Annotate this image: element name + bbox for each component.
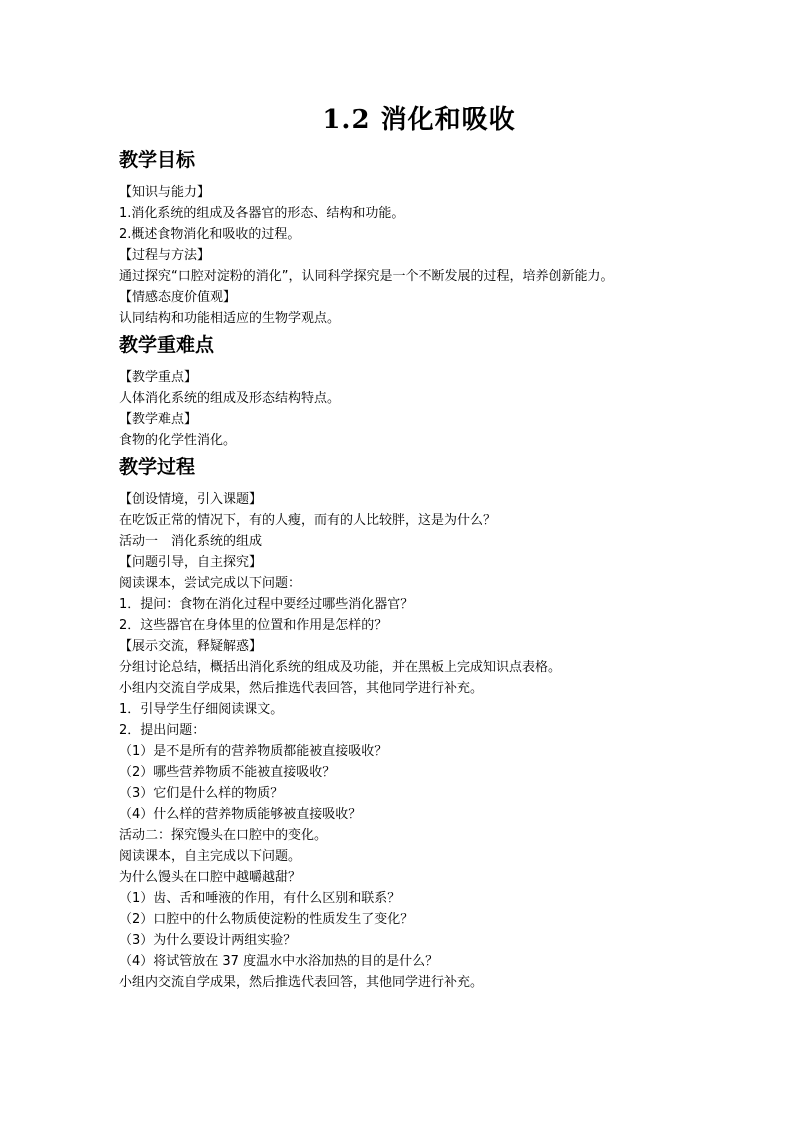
subheading-difficulty: 【教学难点】 [119,412,198,427]
text-line: （3）为什么要设计两组实验？ [119,933,297,948]
text-line: 认同结构和功能相适应的生物学观点。 [119,311,341,326]
page-title: 1.2 消化和吸收 [322,105,516,135]
document-page [119,96,679,993]
text-line: 2．提出问题： [119,723,206,738]
text-line: 人体消化系统的组成及形态结构特点。 [119,391,341,406]
subheading-method: 【过程与方法】 [119,248,211,263]
text-line: （1）齿、舌和唾液的作用，有什么区别和联系？ [119,891,401,906]
text-line: 2．这些器官在身体里的位置和作用是怎样的？ [119,618,388,633]
text-line: （1）是不是所有的营养物质都能被直接吸收？ [119,744,388,759]
text-line: 小组内交流自学成果，然后推选代表回答，其他同学进行补充。 [119,681,484,696]
subheading-attitude: 【情感态度价值观】 [119,290,237,305]
activity-title: 活动二：探究馒头在口腔中的变化。 [119,828,328,843]
subheading-key: 【教学重点】 [119,370,198,385]
text-line: 1.消化系统的组成及各器官的形态、结构和功能。 [119,206,405,221]
text-line: 小组内交流自学成果，然后推选代表回答，其他同学进行补充。 [119,975,484,990]
text-line: （3）它们是什么样的物质？ [119,786,284,801]
text-line: 2.概述食物消化和吸收的过程。 [119,227,301,242]
section-heading: 教学目标 [119,149,196,171]
text-line: 阅读课本，自主完成以下问题。 [119,849,302,864]
subheading-guide: 【问题引导，自主探究】 [119,555,263,570]
text-line: （2）口腔中的什么物质使淀粉的性质发生了变化？ [119,912,414,927]
subheading-exchange: 【展示交流，释疑解惑】 [119,639,263,654]
text-line: 分组讨论总结，概括出消化系统的组成及功能，并在黑板上完成知识点表格。 [119,660,562,675]
section-heading: 教学过程 [119,456,196,478]
text-line: （4）什么样的营养物质能够被直接吸收？ [119,807,362,822]
text-line: （4）将试管放在 37 度温水中水浴加热的目的是什么？ [119,954,439,969]
text-line: 通过探究“口腔对淀粉的消化”，认同科学探究是一个不断发展的过程，培养创新能力。 [119,269,614,284]
subheading-intro: 【创设情境，引入课题】 [119,492,263,507]
subheading-knowledge: 【知识与能力】 [119,185,211,200]
section-heading: 教学重难点 [119,334,215,356]
activity-title: 活动一 消化系统的组成 [119,534,263,549]
text-line: 阅读课本，尝试完成以下问题： [119,576,302,591]
section-process [119,451,679,993]
text-line: 在吃饭正常的情况下，有的人瘦，而有的人比较胖，这是为什么？ [119,513,497,528]
text-line: 食物的化学性消化。 [119,433,237,448]
text-line: 1．提问：食物在消化过程中要经过哪些消化器官？ [119,597,414,612]
section-objectives [119,144,679,329]
text-line: 为什么馒头在口腔中越嚼越甜？ [119,870,302,885]
text-line: 1．引导学生仔细阅读课文。 [119,702,284,717]
text-line: （2）哪些营养物质不能被直接吸收？ [119,765,336,780]
section-keypoints [119,329,679,451]
